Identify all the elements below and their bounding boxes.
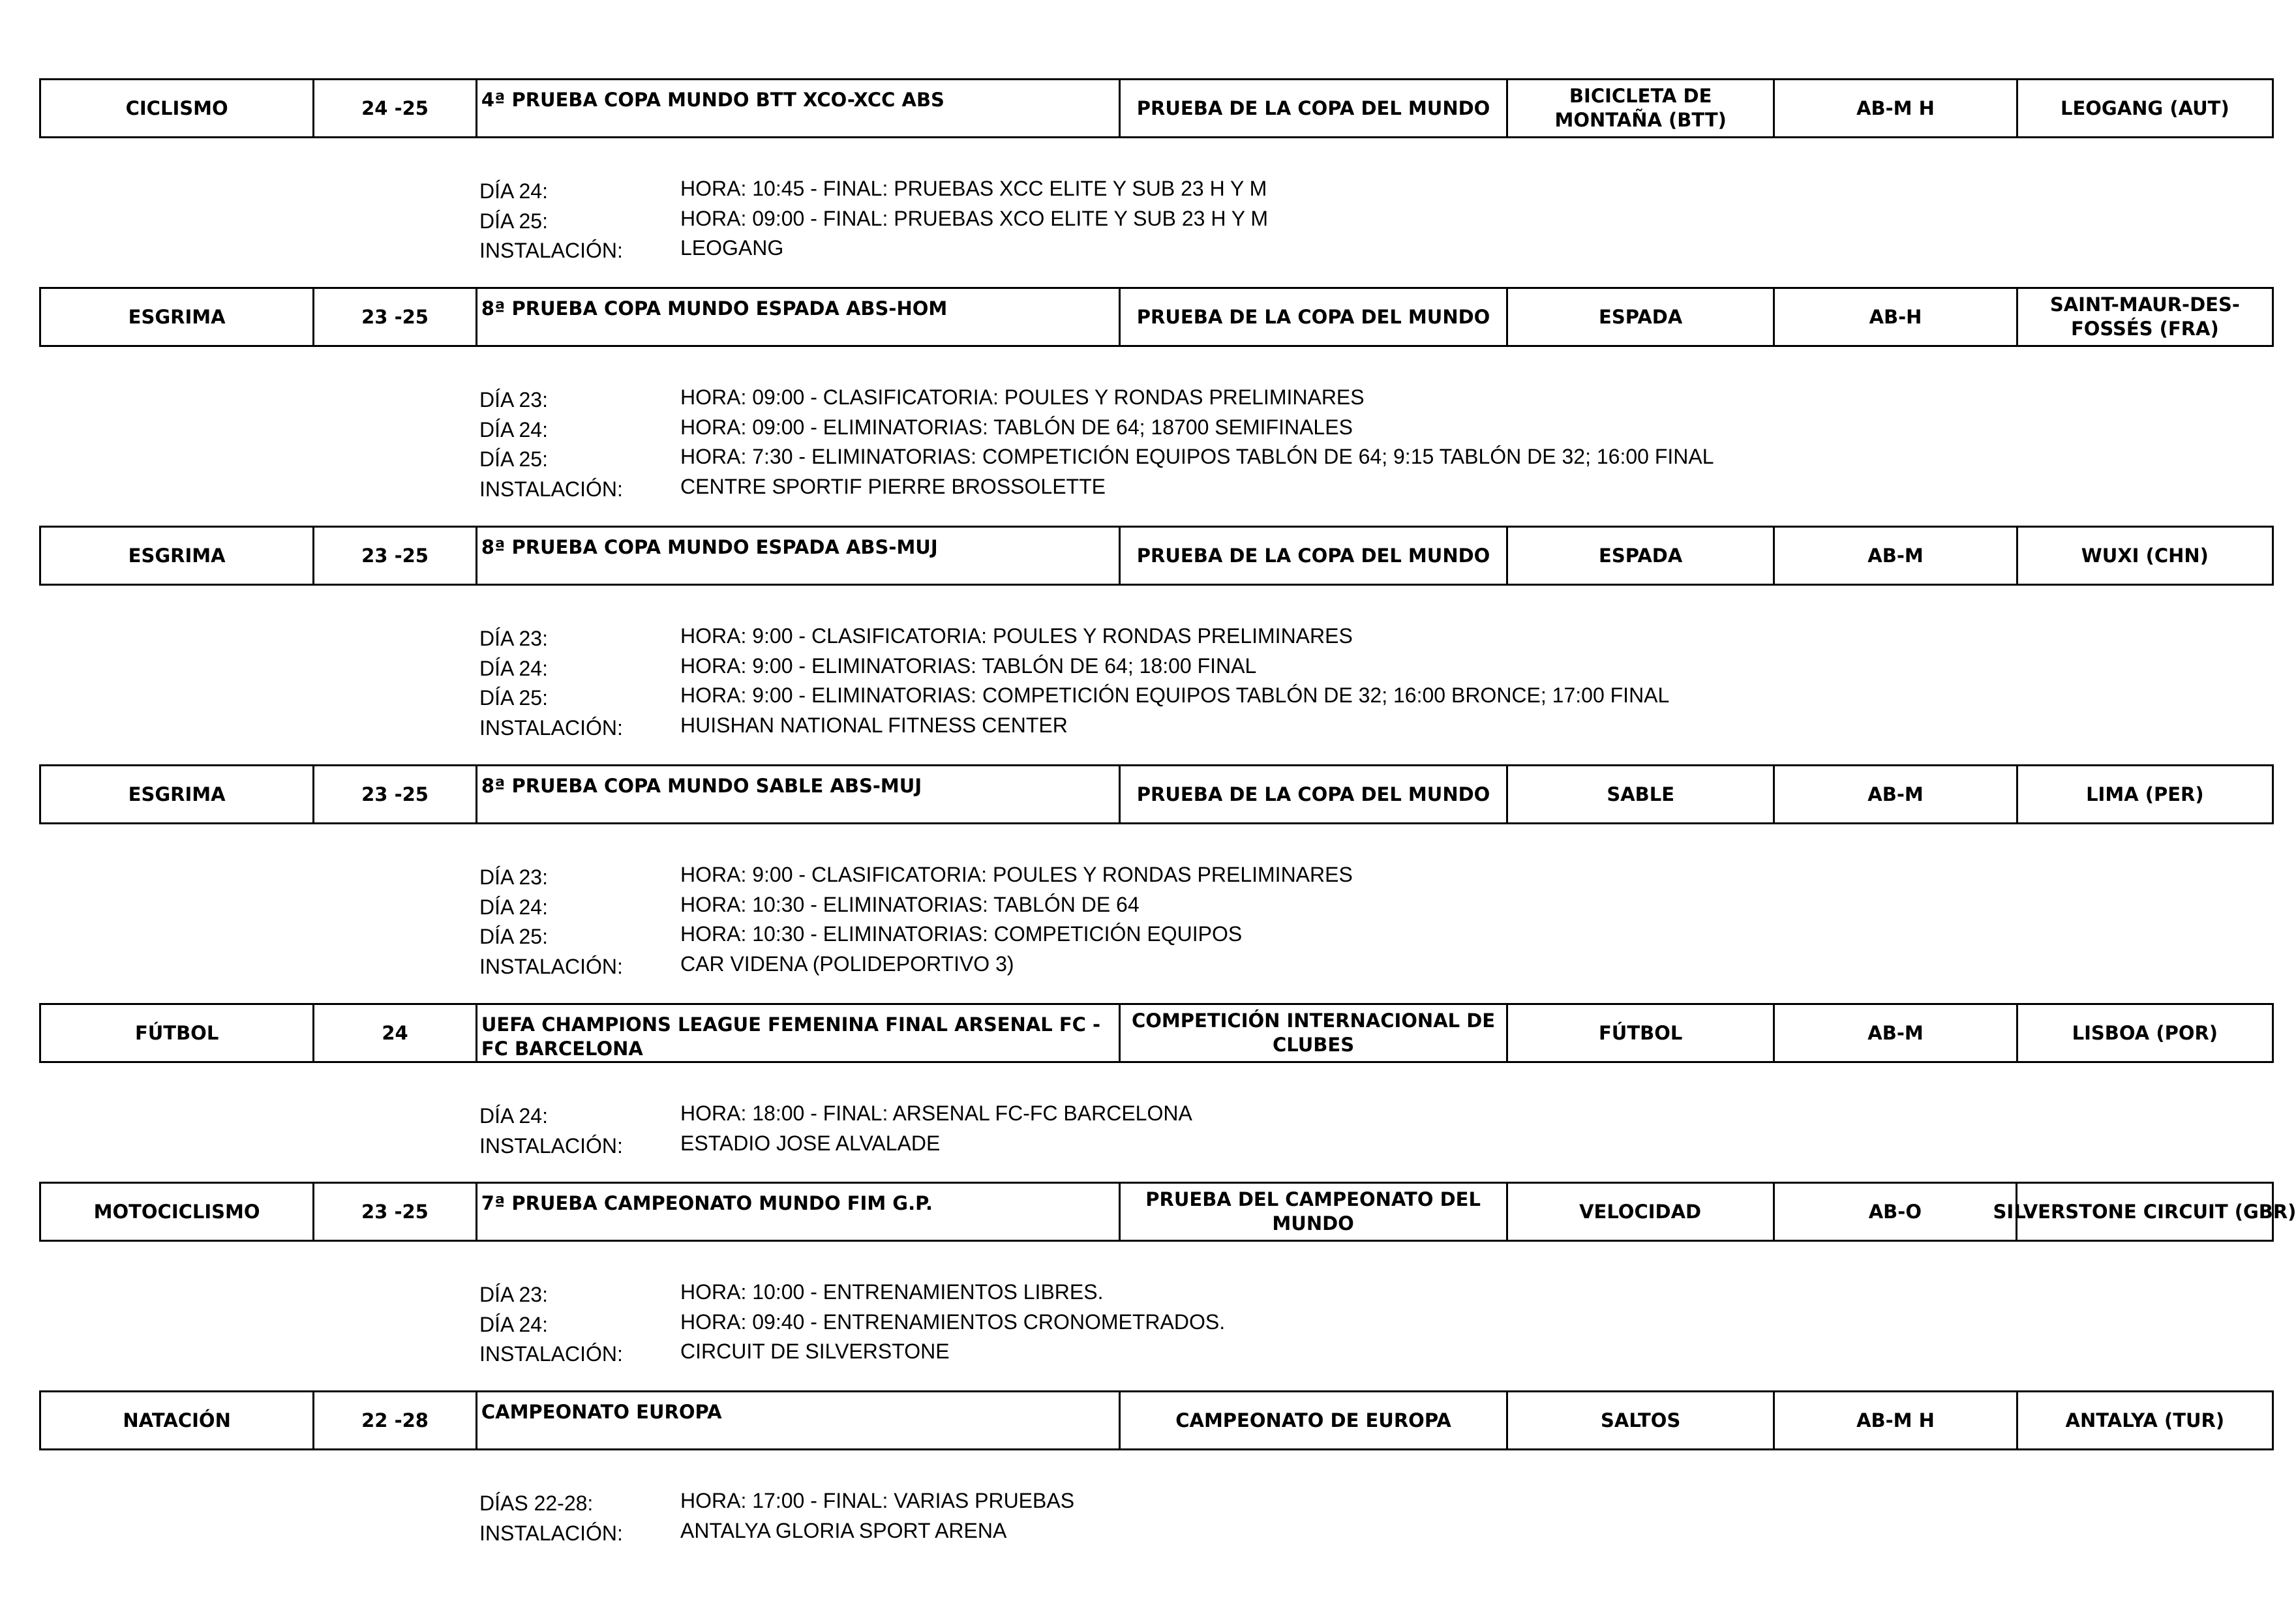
days-cell: 24 -25	[314, 80, 477, 136]
detail-label: DÍA 24:	[479, 1312, 548, 1336]
detail-value: HORA: 09:40 - ENTRENAMIENTOS CRONOMETRADOS.	[680, 1310, 1226, 1334]
sport-cell: ESGRIMA	[41, 528, 314, 584]
detail-value: HORA: 10:30 - ELIMINATORIAS: TABLÓN DE 64	[680, 892, 1140, 916]
detail-value: LEOGANG	[680, 236, 784, 260]
detail-label: INSTALACIÓN:	[479, 954, 623, 978]
days-cell: 23 -25	[314, 289, 477, 345]
event-details	[479, 1486, 1074, 1546]
sport-cell: ESGRIMA	[41, 766, 314, 822]
event-type-cell: PRUEBA DEL CAMPEONATO DEL MUNDO	[1121, 1184, 1508, 1240]
detail-line	[479, 233, 1268, 263]
event-name-cell: 4ª PRUEBA COPA MUNDO BTT XCO-XCC ABS	[477, 80, 1121, 136]
event-type-cell: PRUEBA DE LA COPA DEL MUNDO	[1121, 80, 1508, 136]
event-row	[39, 1182, 2296, 1242]
location-cell: SILVERSTONE CIRCUIT (GBR)	[1993, 1200, 2296, 1223]
detail-value: ESTADIO JOSE ALVALADE	[680, 1131, 941, 1155]
category-cell: AB-M	[1775, 1005, 2017, 1061]
sport-cell: CICLISMO	[41, 80, 314, 136]
detail-line	[479, 1486, 1074, 1516]
event-details	[479, 174, 1268, 263]
detail-label: INSTALACIÓN:	[479, 1521, 623, 1545]
event-row	[39, 764, 2274, 824]
detail-label: DÍA 23:	[479, 627, 548, 650]
detail-label: DÍA 25:	[479, 209, 548, 233]
detail-value: HORA: 10:30 - ELIMINATORIAS: COMPETICIÓN EQUIPOS	[680, 922, 1243, 946]
detail-value: HORA: 09:00 - ELIMINATORIAS: TABLÓN DE 64; 18700 SEMIFINALES	[680, 415, 1353, 439]
event-type-cell: PRUEBA DE LA COPA DEL MUNDO	[1121, 289, 1508, 345]
detail-value: HORA: 9:00 - CLASIFICATORIA: POULES Y RONDAS PRELIMINARES	[680, 624, 1353, 648]
category-cell: AB-M	[1775, 528, 2017, 584]
event-type-cell: PRUEBA DE LA COPA DEL MUNDO	[1121, 766, 1508, 822]
event-name-cell: 7ª PRUEBA CAMPEONATO MUNDO FIM G.P.	[477, 1184, 1121, 1240]
detail-label: DÍA 23:	[479, 1283, 548, 1306]
detail-value: HORA: 10:45 - FINAL: PRUEBAS XCC ELITE Y SUB 23 H Y M	[680, 177, 1267, 200]
event-name-cell: UEFA CHAMPIONS LEAGUE FEMENINA FINAL ARSENAL FC - FC BARCELONA	[477, 1005, 1121, 1061]
location-cell: LEOGANG (AUT)	[2060, 97, 2229, 119]
detail-line	[479, 1337, 1225, 1367]
category-cell: AB-M	[1775, 766, 2017, 822]
event-details	[479, 1099, 1192, 1158]
detail-line	[479, 174, 1268, 204]
detail-label: DÍAS 22-28:	[479, 1491, 594, 1515]
event-name-cell: 8ª PRUEBA COPA MUNDO SABLE ABS-MUJ	[477, 766, 1121, 822]
modality-cell: SABLE	[1508, 766, 1775, 822]
detail-line	[479, 413, 1714, 443]
event-name-cell: 8ª PRUEBA COPA MUNDO ESPADA ABS-HOM	[477, 289, 1121, 345]
detail-value: HORA: 17:00 - FINAL: VARIAS PRUEBAS	[680, 1489, 1075, 1512]
detail-line	[479, 1278, 1225, 1308]
detail-line	[479, 890, 1353, 920]
detail-label: DÍA 24:	[479, 417, 548, 442]
detail-label: DÍA 24:	[479, 656, 548, 680]
days-cell: 23 -25	[314, 528, 477, 584]
modality-cell: VELOCIDAD	[1508, 1184, 1775, 1240]
location-cell: WUXI (CHN)	[2081, 544, 2209, 567]
event-row	[39, 287, 2274, 347]
detail-line	[479, 1129, 1192, 1159]
detail-value: HUISHAN NATIONAL FITNESS CENTER	[680, 713, 1068, 737]
detail-line	[479, 920, 1353, 950]
category-cell: AB-O	[1775, 1184, 2017, 1240]
sport-cell: FÚTBOL	[41, 1005, 314, 1061]
detail-value: HORA: 9:00 - CLASIFICATORIA: POULES Y RONDAS PRELIMINARES	[680, 863, 1353, 886]
detail-label: DÍA 24:	[479, 895, 548, 919]
detail-value: HORA: 10:00 - ENTRENAMIENTOS LIBRES.	[680, 1280, 1104, 1304]
days-cell: 23 -25	[314, 766, 477, 822]
location-cell: SAINT-MAUR-DES-FOSSÉS (FRA)	[2049, 293, 2240, 340]
detail-line	[479, 1099, 1192, 1129]
modality-cell: SALTOS	[1508, 1392, 1775, 1448]
category-cell: AB-H	[1775, 289, 2017, 345]
event-type-cell: COMPETICIÓN INTERNACIONAL DE CLUBES	[1121, 1005, 1508, 1061]
event-name-cell: 8ª PRUEBA COPA MUNDO ESPADA ABS-MUJ	[477, 528, 1121, 584]
location-cell: LIMA (PER)	[2086, 783, 2204, 805]
detail-label: INSTALACIÓN:	[479, 239, 623, 262]
event-details	[479, 1278, 1225, 1367]
sport-cell: MOTOCICLISMO	[41, 1184, 314, 1240]
event-details	[479, 383, 1714, 502]
detail-value: ANTALYA GLORIA SPORT ARENA	[680, 1518, 1007, 1542]
detail-label: DÍA 23:	[479, 388, 548, 412]
detail-value: HORA: 18:00 - FINAL: ARSENAL FC-FC BARCELONA	[680, 1101, 1192, 1125]
detail-label: INSTALACIÓN:	[479, 715, 623, 740]
sport-cell: ESGRIMA	[41, 289, 314, 345]
modality-cell: FÚTBOL	[1508, 1005, 1775, 1061]
detail-value: HORA: 09:00 - FINAL: PRUEBAS XCO ELITE Y SUB 23 H Y M	[680, 206, 1269, 230]
event-row	[39, 78, 2274, 138]
detail-line	[479, 204, 1268, 234]
detail-label: INSTALACIÓN:	[479, 477, 623, 501]
detail-value: HORA: 7:30 - ELIMINATORIAS: COMPETICIÓN EQUIPOS TABLÓN DE 64; 9:15 TABLÓN DE 32; 16:00 FINAL	[680, 445, 1714, 468]
location-cell: LISBOA (POR)	[2072, 1021, 2218, 1044]
detail-line	[479, 652, 1669, 682]
detail-line	[479, 711, 1669, 741]
detail-value: CIRCUIT DE SILVERSTONE	[680, 1340, 950, 1363]
detail-value: HORA: 09:00 - CLASIFICATORIA: POULES Y RONDAS PRELIMINARES	[680, 385, 1365, 409]
detail-label: DÍA 24:	[479, 179, 548, 203]
detail-line	[479, 442, 1714, 472]
event-name-cell: CAMPEONATO EUROPA	[477, 1392, 1121, 1448]
detail-label: DÍA 25:	[479, 447, 548, 471]
category-cell: AB-M H	[1775, 80, 2017, 136]
detail-value: CENTRE SPORTIF PIERRE BROSSOLETTE	[680, 474, 1106, 498]
modality-cell: ESPADA	[1508, 289, 1775, 345]
event-row	[39, 1390, 2274, 1450]
detail-label: INSTALACIÓN:	[479, 1133, 623, 1158]
detail-value: HORA: 9:00 - ELIMINATORIAS: TABLÓN DE 64; 18:00 FINAL	[680, 653, 1257, 678]
detail-line	[479, 1516, 1074, 1546]
detail-line	[479, 622, 1669, 652]
event-row	[39, 526, 2274, 586]
event-row	[39, 1003, 2274, 1063]
event-type-cell: CAMPEONATO DE EUROPA	[1121, 1392, 1508, 1448]
detail-label: INSTALACIÓN:	[479, 1342, 623, 1366]
detail-line	[479, 383, 1714, 413]
days-cell: 24	[314, 1005, 477, 1061]
modality-cell: ESPADA	[1508, 528, 1775, 584]
category-cell: AB-M H	[1775, 1392, 2017, 1448]
event-details	[479, 622, 1669, 740]
detail-label: DÍA 25:	[479, 925, 548, 948]
detail-label: DÍA 24:	[479, 1104, 548, 1128]
modality-cell: BICICLETA DE MONTAÑA (BTT)	[1508, 80, 1775, 136]
detail-line	[479, 860, 1353, 890]
detail-line	[479, 472, 1714, 502]
detail-label: DÍA 23:	[479, 865, 548, 889]
detail-label: DÍA 25:	[479, 686, 548, 710]
detail-line	[479, 950, 1353, 980]
days-cell: 23 -25	[314, 1184, 477, 1240]
detail-line	[479, 1308, 1225, 1338]
location-cell: ANTALYA (TUR)	[2065, 1409, 2225, 1431]
detail-line	[479, 681, 1669, 711]
days-cell: 22 -28	[314, 1392, 477, 1448]
event-type-cell: PRUEBA DE LA COPA DEL MUNDO	[1121, 528, 1508, 584]
sport-cell: NATACIÓN	[41, 1392, 314, 1448]
detail-value: CAR VIDENA (POLIDEPORTIVO 3)	[680, 951, 1014, 976]
event-details	[479, 860, 1353, 979]
detail-value: HORA: 9:00 - ELIMINATORIAS: COMPETICIÓN EQUIPOS TABLÓN DE 32; 16:00 BRONCE; 17:00 FINAL	[680, 683, 1670, 707]
